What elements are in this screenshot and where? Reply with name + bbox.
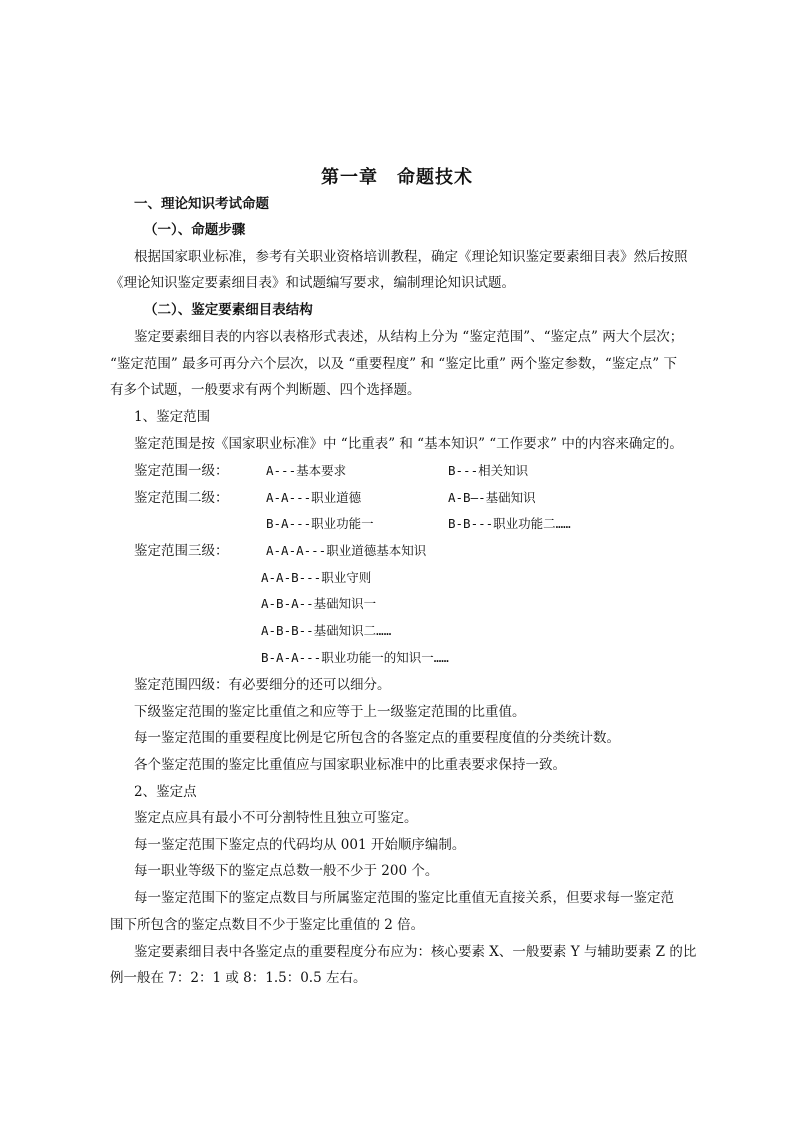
level-code: A-B-A--基础知识一: [261, 596, 377, 611]
level-label: 鉴定范围三级：: [134, 543, 229, 559]
level-code: B-A-A---职业功能一的知识一……: [261, 650, 449, 665]
subsection-heading: （二）、鉴定要素细目表结构: [144, 302, 313, 318]
paragraph-line: 根据国家职业标准，参考有关职业资格培训教程，确定《理论知识鉴定要素细目表》然后按照: [134, 249, 688, 265]
paragraph-line: 围下所包含的鉴定点数目不少于鉴定比重值的 2 倍。: [110, 917, 425, 933]
paragraph-line: 鉴定范围是按《国家职业标准》中 “比重表” 和 “基本知识” “工作要求” 中的内容来确定的。: [134, 436, 683, 452]
paragraph-line: 鉴定点应具有最小不可分割特性且独立可鉴定。: [134, 810, 418, 826]
paragraph-line: 有多个试题，一般要求有两个判断题、四个选择题。: [110, 382, 421, 398]
paragraph-line: 《理论知识鉴定要素细目表》和试题编写要求，编制理论知识试题。: [110, 275, 515, 291]
level-code: A-B—-基础知识: [448, 490, 536, 505]
level-label: 鉴定范围一级：: [134, 463, 229, 479]
list-heading: 1、鉴定范围: [134, 409, 211, 425]
paragraph-line: 鉴定要素细目表的内容以表格形式表述，从结构上分为 “鉴定范围”、“鉴定点” 两大个层次；: [134, 329, 684, 345]
level-code: A---基本要求: [266, 463, 347, 478]
paragraph-line: 各个鉴定范围的鉴定比重值应与国家职业标准中的比重表要求保持一致。: [134, 757, 566, 773]
section-heading: 一、理论知识考试命题: [134, 196, 269, 212]
paragraph-line: 鉴定范围四级：有必要细分的还可以细分。: [134, 677, 391, 693]
level-code: B-B---职业功能二……: [448, 516, 571, 531]
chapter-title: 第一章 命题技术: [321, 167, 473, 188]
subsection-heading: （一）、命题步骤: [144, 222, 246, 238]
list-heading: 2、鉴定点: [134, 784, 197, 800]
paragraph-line: “鉴定范围” 最多可再分六个层次，以及 “重要程度” 和 “鉴定比重” 两个鉴定参数，“鉴定点” 下: [110, 356, 677, 372]
level-code: A-A-A---职业道德基本知识: [266, 543, 427, 558]
level-code: A-B-B--基础知识二……: [261, 623, 392, 638]
level-code: B---相关知识: [448, 463, 529, 478]
paragraph-line: 每一鉴定范围下鉴定点的代码均从 001 开始顺序编制。: [134, 837, 466, 853]
level-code: B-A---职业功能一: [266, 516, 374, 531]
level-code: A-A---职业道德: [266, 490, 362, 505]
paragraph-line: 每一鉴定范围的重要程度比例是它所包含的各鉴定点的重要程度值的分类统计数。: [134, 730, 620, 746]
paragraph-line: 例一般在 7：2：1 或 8：1.5：0.5 左右。: [110, 970, 367, 986]
paragraph-line: 每一职业等级下的鉴定点总数一般不少于 200 个。: [134, 863, 439, 879]
paragraph-line: 鉴定要素细目表中各鉴定点的重要程度分布应为：核心要素 X、一般要素 Y 与辅助要素 Z 的比: [134, 944, 697, 960]
paragraph-line: 每一鉴定范围下的鉴定点数目与所属鉴定范围的鉴定比重值无直接关系，但要求每一鉴定范: [134, 890, 674, 906]
paragraph-line: 下级鉴定范围的鉴定比重值之和应等于上一级鉴定范围的比重值。: [134, 704, 526, 720]
level-code: A-A-B---职业守则: [261, 570, 372, 585]
level-label: 鉴定范围二级：: [134, 490, 229, 506]
